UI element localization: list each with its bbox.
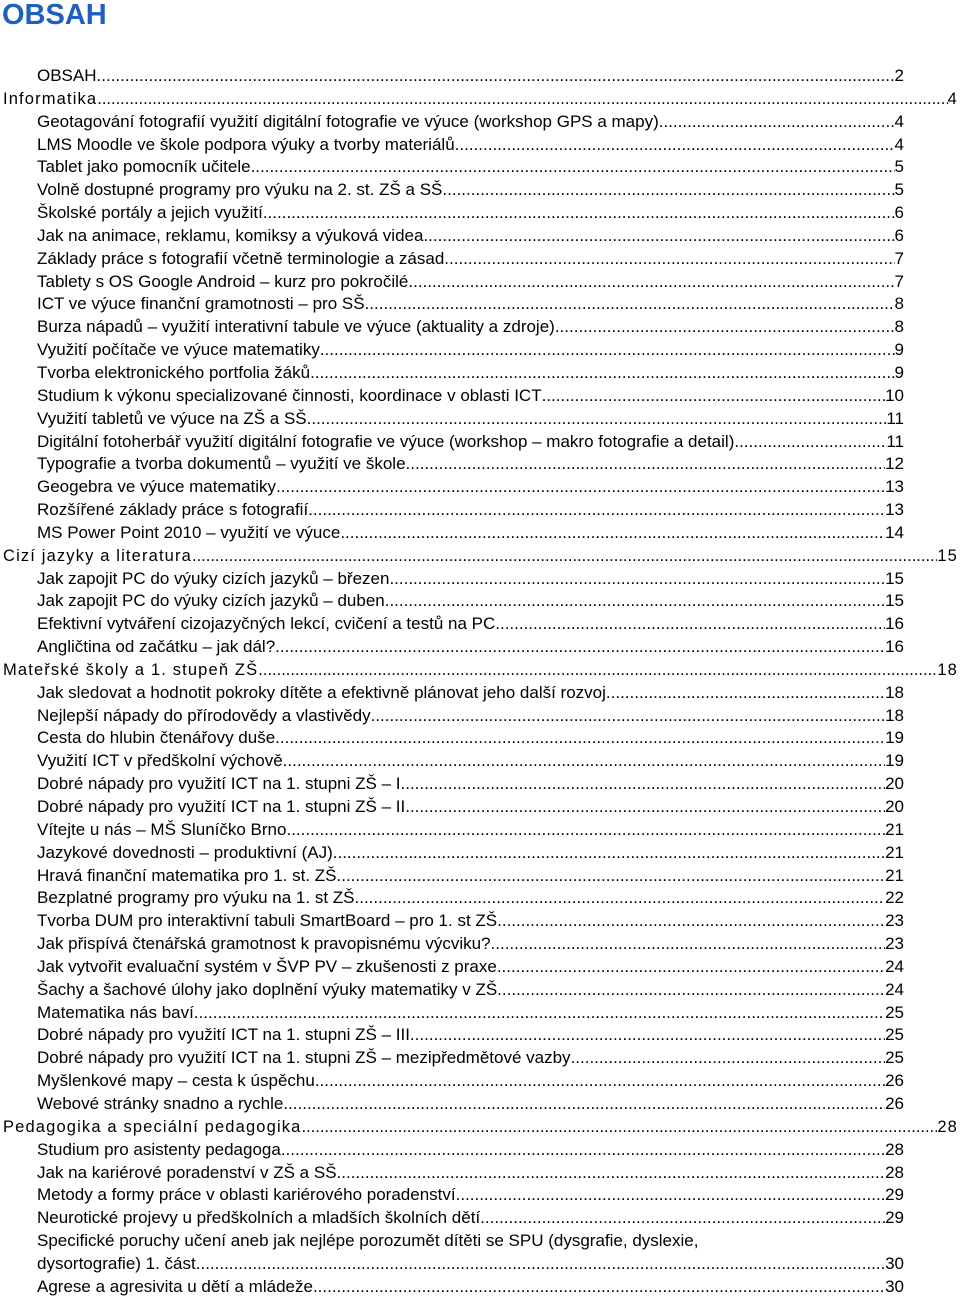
dot-leader bbox=[355, 887, 886, 910]
toc-entry-title: Tvorba elektronického portfolia žáků bbox=[37, 362, 311, 382]
toc-page-number: 21 bbox=[885, 842, 904, 862]
toc-entry-title: Agrese a agresivita u dětí a mládeže bbox=[37, 1276, 313, 1296]
toc-entry[interactable] bbox=[0, 339, 960, 362]
dot-leader bbox=[320, 339, 895, 362]
toc-entry[interactable] bbox=[0, 271, 960, 294]
toc-entry-title: Metody a formy práce v oblasti kariérového poradenství bbox=[37, 1185, 456, 1205]
dot-leader bbox=[542, 385, 885, 408]
dot-leader bbox=[310, 362, 894, 385]
toc-entry[interactable] bbox=[0, 499, 960, 522]
toc-entry[interactable] bbox=[0, 1276, 960, 1299]
toc-entry-title: Myšlenkové mapy – cesta k úspěchu bbox=[37, 1071, 315, 1091]
toc-page-number: 14 bbox=[885, 522, 904, 542]
dot-leader bbox=[444, 248, 894, 271]
dot-leader bbox=[497, 979, 885, 1002]
toc-section-heading[interactable] bbox=[0, 659, 960, 682]
toc-page-number: 23 bbox=[885, 911, 904, 931]
toc-entry[interactable] bbox=[0, 248, 960, 271]
toc-page-number: 5 bbox=[894, 180, 904, 200]
toc-page-number: 18 bbox=[885, 705, 904, 725]
toc-page-number: 20 bbox=[885, 797, 904, 816]
dot-leader bbox=[192, 545, 937, 568]
toc-page-number: 10 bbox=[885, 385, 904, 405]
toc-page-number: 18 bbox=[937, 660, 958, 679]
toc-entry-title: Informatika bbox=[3, 89, 98, 108]
dot-leader bbox=[307, 408, 887, 431]
dot-leader bbox=[571, 1047, 886, 1070]
dot-leader bbox=[456, 1184, 885, 1207]
toc-entry-title: Jazykové dovednosti – produktivní (AJ) bbox=[37, 842, 333, 862]
toc-entry[interactable] bbox=[0, 362, 960, 385]
toc-entry-title: Dobré nápady pro využití ICT na 1. stupni ZŠ – mezipředmětové vazby bbox=[37, 1048, 571, 1068]
toc-entry[interactable] bbox=[0, 408, 960, 431]
toc-entry[interactable] bbox=[0, 111, 960, 134]
dot-leader bbox=[337, 865, 886, 888]
dot-leader bbox=[455, 134, 895, 157]
toc-entry[interactable] bbox=[0, 1024, 960, 1047]
toc-entry[interactable] bbox=[0, 636, 960, 659]
toc-entry-title: Geotagování fotografií využití digitální fotografie ve výuce (workshop GPS a mapy) bbox=[37, 111, 659, 131]
dot-leader bbox=[97, 88, 947, 111]
toc-page-number: 7 bbox=[894, 248, 904, 268]
dot-leader bbox=[480, 1207, 885, 1230]
toc-entry[interactable] bbox=[0, 293, 960, 316]
toc-entry[interactable] bbox=[0, 956, 960, 979]
toc-entry-title: MS Power Point 2010 – využití ve výuce bbox=[37, 522, 341, 542]
toc-entry-title: Matematika nás baví bbox=[37, 1002, 194, 1022]
dot-leader bbox=[275, 636, 885, 659]
toc-entry-title: Jak přispívá čtenářská gramotnost k pravopisnému výcviku? bbox=[37, 934, 491, 954]
toc-entry-title: Webové stránky snadno a rychle bbox=[37, 1093, 284, 1113]
toc-page-number: 28 bbox=[885, 1162, 904, 1182]
toc-entry-title: Šachy a šachové úlohy jako doplnění výuky matematiky v ZŠ bbox=[37, 979, 498, 999]
dot-leader bbox=[410, 796, 885, 819]
dot-leader bbox=[495, 613, 885, 636]
toc-entry[interactable] bbox=[0, 316, 960, 339]
toc-entry[interactable] bbox=[0, 1002, 960, 1025]
dot-leader bbox=[313, 1276, 885, 1299]
toc-entry-title: Jak zapojit PC do výuky cizích jazyků – duben bbox=[37, 591, 385, 611]
toc-entry[interactable] bbox=[0, 887, 960, 910]
toc-entry[interactable] bbox=[0, 727, 960, 750]
toc-page-number: 25 bbox=[885, 1048, 904, 1068]
toc-entry-title: Neurotické projevy u předškolních a mladších školních dětí bbox=[37, 1208, 481, 1228]
dot-leader bbox=[423, 225, 894, 248]
toc-entry[interactable] bbox=[0, 773, 960, 796]
toc-page-number: 2 bbox=[894, 66, 904, 85]
dot-leader bbox=[734, 431, 886, 454]
toc-entry-title: Školské portály a jejich využití bbox=[37, 203, 263, 223]
dot-leader bbox=[371, 705, 885, 728]
toc-entry-title: ICT ve výuce finanční gramotnosti – pro SŠ bbox=[37, 294, 365, 314]
toc-section-heading[interactable] bbox=[0, 88, 960, 111]
toc-entry-title: Dobré nápady pro využití ICT na 1. stupni ZŠ – III. bbox=[37, 1025, 415, 1045]
toc-entry-title: Využití počítače ve výuce matematiky bbox=[37, 340, 320, 360]
toc-entry[interactable] bbox=[0, 819, 960, 842]
toc-entry[interactable] bbox=[0, 910, 960, 933]
dot-leader bbox=[258, 659, 937, 682]
toc-entry-title: Efektivní vytváření cizojazyčných lekcí, cvičení a testů na PC bbox=[37, 614, 496, 634]
dot-leader bbox=[196, 1253, 885, 1276]
dot-leader bbox=[275, 727, 885, 750]
dot-leader bbox=[276, 476, 885, 499]
toc-entry-title: Základy práce s fotografií včetně terminologie a zásad bbox=[37, 248, 445, 268]
toc-page-number: 23 bbox=[885, 934, 904, 954]
toc-entry-title: Hravá finanční matematika pro 1. st. ZŠ bbox=[37, 865, 337, 885]
toc-entry-title: Mateřské školy a 1. stupeň ZŠ bbox=[3, 660, 259, 679]
toc-entry[interactable] bbox=[0, 385, 960, 408]
toc-entry-title: Jak na kariérové poradenství v ZŠ a SŠ bbox=[37, 1162, 337, 1182]
toc-entry[interactable] bbox=[0, 134, 960, 157]
dot-leader bbox=[365, 293, 895, 316]
toc-page-number: 26 bbox=[885, 1093, 904, 1113]
toc-section-heading[interactable] bbox=[0, 1116, 960, 1139]
toc-page-number: 11 bbox=[886, 431, 904, 451]
toc-page-number: 30 bbox=[885, 1253, 904, 1273]
toc-entry-title-continued: dysortografie) 1. část bbox=[37, 1253, 196, 1273]
toc-page-number: 24 bbox=[885, 956, 904, 976]
toc-entry[interactable] bbox=[0, 1093, 960, 1116]
toc-entry[interactable] bbox=[0, 431, 960, 454]
dot-leader bbox=[308, 499, 885, 522]
dot-leader bbox=[281, 1139, 885, 1162]
toc-page-number: 6 bbox=[894, 225, 904, 245]
toc-entry[interactable] bbox=[0, 590, 960, 613]
toc-entry[interactable] bbox=[0, 179, 960, 202]
toc-entry-title: Burza nápadů – využití interativní tabule ve výuce (aktuality a zdroje) bbox=[37, 317, 555, 337]
toc-page-number: 12 bbox=[885, 454, 904, 474]
toc-entry[interactable] bbox=[0, 1184, 960, 1207]
dot-leader bbox=[497, 956, 885, 979]
toc-entry-title: Cesta do hlubin čtenářovy duše bbox=[37, 728, 276, 748]
toc-entry-title: Nejlepší nápady do přírodovědy a vlastivědy bbox=[37, 705, 371, 725]
dot-leader bbox=[442, 179, 894, 202]
toc-entry[interactable] bbox=[0, 225, 960, 248]
dot-leader bbox=[302, 1116, 938, 1139]
toc-page-number: 13 bbox=[885, 500, 904, 520]
dot-leader bbox=[405, 773, 885, 796]
toc-page-number: 19 bbox=[885, 728, 904, 748]
toc-entry[interactable] bbox=[0, 705, 960, 728]
toc-entry-title: Jak zapojit PC do výuky cizích jazyků – březen bbox=[37, 568, 390, 588]
toc-page-number: 15 bbox=[885, 591, 904, 611]
toc-page-number: 7 bbox=[894, 271, 904, 291]
dot-leader bbox=[283, 1093, 885, 1116]
toc-page-number: 4 bbox=[894, 134, 904, 154]
toc-entry[interactable] bbox=[0, 682, 960, 705]
toc-entry[interactable] bbox=[0, 1230, 960, 1276]
toc-page-number: 30 bbox=[885, 1276, 904, 1296]
toc-entry-title: Studium k výkonu specializované činnosti, koordinace v oblasti ICT bbox=[37, 385, 542, 405]
toc-entry-title: Jak na animace, reklamu, komiksy a výuková videa bbox=[37, 225, 424, 245]
toc-entry-title: Jak sledovat a hodnotit pokroky dítěte a efektivně plánovat jeho další rozvoj bbox=[37, 682, 606, 702]
dot-leader bbox=[315, 1070, 885, 1093]
toc-page-number: 9 bbox=[894, 362, 904, 382]
toc-page-number: 5 bbox=[894, 157, 904, 177]
toc-entry-title: Vítejte u nás – MŠ Sluníčko Brno bbox=[37, 819, 287, 839]
toc-page-number: 11 bbox=[886, 408, 904, 428]
toc-entry-title: Angličtina od začátku – jak dál? bbox=[37, 637, 276, 657]
toc-entry-title: Typografie a tvorba dokumentů – využití ve škole bbox=[37, 454, 406, 474]
toc-page-number: 28 bbox=[885, 1139, 904, 1159]
toc-entry[interactable] bbox=[0, 156, 960, 179]
toc-entry-title: Geogebra ve výuce matematiky bbox=[37, 477, 277, 497]
toc-entry-title: Volně dostupné programy pro výuku na 2. st. ZŠ a SŠ bbox=[37, 180, 443, 200]
toc-page-number: 4 bbox=[947, 89, 958, 108]
dot-leader bbox=[497, 910, 885, 933]
toc-page-number: 8 bbox=[894, 294, 904, 314]
toc-entry[interactable] bbox=[0, 522, 960, 545]
dot-leader bbox=[194, 1002, 885, 1025]
toc-page-number: 6 bbox=[894, 203, 904, 223]
toc-entry-title: Tablet jako pomocník učitele bbox=[37, 157, 251, 177]
toc-entry-title: Specifické poruchy učení aneb jak nejlépe porozumět dítěti se SPU (dysgrafie, dyslexie, bbox=[37, 1231, 699, 1251]
table-of-contents bbox=[0, 65, 960, 1299]
toc-entry[interactable] bbox=[0, 979, 960, 1002]
toc-entry[interactable] bbox=[0, 613, 960, 636]
toc-page-number: 16 bbox=[885, 614, 904, 634]
toc-page-number: 8 bbox=[894, 317, 904, 337]
toc-page-number: 20 bbox=[885, 774, 904, 794]
dot-leader bbox=[333, 842, 885, 865]
dot-leader bbox=[385, 590, 885, 613]
toc-entry-title: Bezplatné programy pro výuku na 1. st ZŠ bbox=[37, 888, 355, 908]
toc-page-number: 28 bbox=[937, 1117, 958, 1136]
toc-entry[interactable] bbox=[0, 1162, 960, 1185]
toc-section-heading[interactable] bbox=[0, 545, 960, 568]
toc-entry[interactable] bbox=[0, 865, 960, 888]
toc-page-number: 25 bbox=[885, 1002, 904, 1022]
toc-entry[interactable] bbox=[0, 842, 960, 865]
dot-leader bbox=[659, 111, 895, 134]
toc-entry-title: Dobré nápady pro využití ICT na 1. stupni ZŠ – I. bbox=[37, 774, 406, 794]
toc-entry-title: Tvorba DUM pro interaktivní tabuli SmartBoard – pro 1. st ZŠ bbox=[37, 911, 498, 931]
toc-page-number: 15 bbox=[937, 546, 958, 565]
toc-entry-title: Digitální fotoherbář využití digitální fotografie ve výuce (workshop – makro fotografie a detail) bbox=[37, 431, 735, 451]
toc-entry[interactable] bbox=[0, 1047, 960, 1070]
toc-entry-title: Tablety s OS Google Android – kurz pro pokročilé bbox=[37, 271, 409, 291]
dot-leader bbox=[406, 453, 886, 476]
toc-entry[interactable] bbox=[0, 796, 960, 819]
toc-entry-title: Využití ICT v předškolní výchově bbox=[37, 751, 283, 771]
toc-entry-title: Studium pro asistenty pedagoga bbox=[37, 1139, 281, 1159]
dot-leader bbox=[251, 156, 895, 179]
toc-entry-title: Dobré nápady pro využití ICT na 1. stupni ZŠ – II. bbox=[37, 797, 410, 816]
toc-page-number: 25 bbox=[885, 1025, 904, 1045]
dot-leader bbox=[97, 65, 895, 88]
toc-entry[interactable] bbox=[0, 750, 960, 773]
dot-leader bbox=[491, 933, 886, 956]
toc-entry[interactable] bbox=[0, 453, 960, 476]
toc-page-number: 29 bbox=[885, 1185, 904, 1205]
toc-page-number: 21 bbox=[885, 865, 904, 885]
toc-page-number: 13 bbox=[885, 477, 904, 497]
dot-leader bbox=[555, 316, 895, 339]
toc-entry[interactable] bbox=[0, 1207, 960, 1230]
toc-page-number: 29 bbox=[885, 1208, 904, 1228]
toc-entry[interactable] bbox=[0, 202, 960, 225]
document-title: OBSAH bbox=[2, 0, 107, 31]
toc-entry[interactable] bbox=[0, 1070, 960, 1093]
toc-entry-title: Pedagogika a speciální pedagogika bbox=[3, 1117, 302, 1136]
toc-entry-title: Rozšířené základy práce s fotografií bbox=[37, 500, 309, 520]
dot-leader bbox=[408, 271, 894, 294]
dot-leader bbox=[286, 819, 885, 842]
dot-leader bbox=[263, 202, 895, 225]
toc-entry[interactable] bbox=[0, 1139, 960, 1162]
dot-leader bbox=[389, 568, 885, 591]
toc-entry-title: LMS Moodle ve škole podpora výuky a tvorby materiálů bbox=[37, 134, 455, 154]
toc-entry[interactable] bbox=[0, 568, 960, 591]
toc-entry-title: Jak vytvořit evaluační systém v ŠVP PV – zkušenosti z praxe bbox=[37, 956, 497, 976]
toc-page-number: 15 bbox=[885, 568, 904, 588]
toc-page-number: 4 bbox=[894, 111, 904, 131]
toc-page-number: 26 bbox=[885, 1071, 904, 1091]
toc-page-number: 19 bbox=[885, 751, 904, 771]
toc-entry-title: Využití tabletů ve výuce na ZŠ a SŠ bbox=[37, 408, 307, 428]
toc-entry[interactable] bbox=[0, 476, 960, 499]
toc-page-number: 22 bbox=[885, 888, 904, 908]
toc-page-number: 24 bbox=[885, 979, 904, 999]
toc-entry[interactable] bbox=[0, 933, 960, 956]
toc-page-number: 18 bbox=[885, 682, 904, 702]
toc-entry-title: Cizí jazyky a literatura bbox=[3, 546, 192, 565]
dot-leader bbox=[283, 750, 885, 773]
dot-leader bbox=[340, 522, 885, 545]
toc-entry[interactable] bbox=[0, 65, 960, 88]
dot-leader bbox=[415, 1024, 885, 1047]
toc-page-number: 21 bbox=[885, 819, 904, 839]
toc-entry-title: OBSAH bbox=[37, 66, 97, 85]
dot-leader bbox=[337, 1162, 886, 1185]
toc-page-number: 9 bbox=[894, 340, 904, 360]
toc-page-number: 16 bbox=[885, 637, 904, 657]
dot-leader bbox=[606, 682, 885, 705]
